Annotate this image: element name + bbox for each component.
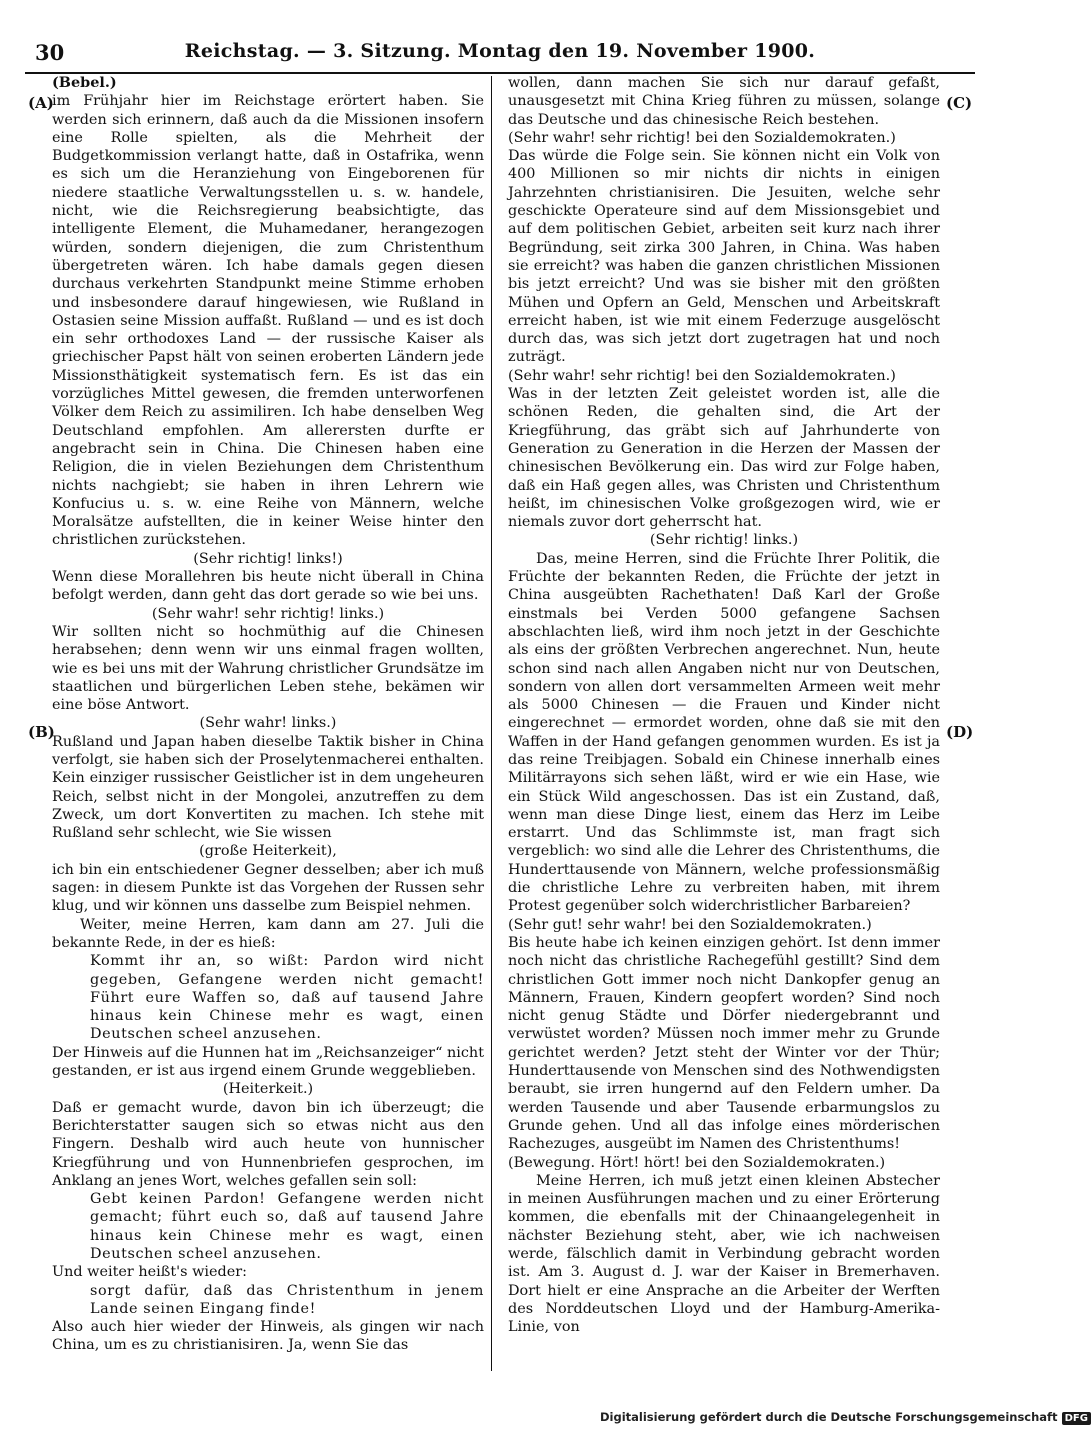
left-column	[52, 74, 484, 1355]
paragraph: Also auch hier wieder der Hinweis, als gingen wir nach China, um es zu christianisiren. Ja, wenn Sie das	[52, 1319, 484, 1354]
quotation: Kommt ihr an, so wißt: Pardon wird nicht gegeben, Gefangene werden nicht gemacht! Führt eure Waffen so, daß auf tausend Jahre hinaus kein Chinese mehr es wagt, einen Deutschen scheel anzusehen.	[90, 953, 484, 1043]
paragraph: im Frühjahr hier im Reichstage erörtert haben. Sie werden sich erinnern, daß auch da die Missionen insofern eine Rolle spielten, als die Mehrheit der Budgetkommission verlangt hatte, daß in Ostafrika, wenn es sich um die Heranziehung von Eingeborenen für niedere staatliche Verwaltungsstellen u. s. w. handele, nicht, wie die Reichsregierung beabsichtigte, das intelligente Element, die Muhamedaner, herangezogen würden, sondern diejenigen, die zum Christenthum übergetreten wären. Ich habe damals gegen diesen durchaus verkehrten Standpunkt meine Stimme erhoben und insbesondere darauf hingewiesen, wie Rußland in Ostasien seine Mission auffaßt. Rußland — und es ist doch ein sehr orthodoxes Land — der russische Kaiser als griechischer Papst hält von seinen eroberten Ländern jede Missionsthätigkeit systematisch fern. Es ist das ein vorzügliches Mittel gewesen, die fremden unterworfenen Völker dem Reich zu assimiliren. Ich habe denselben Weg Deutschland empfohlen. Am allerersten durfte er angebracht sein in China. Die Chinesen haben eine Religion, die in vielen Beziehungen dem Christenthum nichts nachgiebt; sie haben in ihren Lehrern wie Konfucius u. s. w. eine Reihe von Männern, welche Moralsätze aufstellten, die in keiner Weise hinter den christlichen zurückstehen.	[52, 93, 484, 549]
margin-mark-d: (D)	[946, 723, 974, 741]
column-divider	[491, 76, 492, 1371]
page-header	[25, 40, 975, 74]
speaker-name: (Bebel.)	[52, 74, 117, 91]
paragraph: Was in der letzten Zeit geleistet worden ist, alle die schönen Reden, die gehalten sind, die Art der Kriegführung, das gräbt sich auf Jahrhunderte von Generation zu Generation in die Herzen der Massen der chinesischen Bevölkerung ein. Das wird zur Folge haben, daß ein Haß gegen alles, was Christen und Christenthum heißt, im chinesischen Volke großgezogen wird, wie er niemals zuvor dort geherrscht hat.	[508, 386, 940, 531]
page-number: 30	[35, 40, 65, 65]
paragraph: (Bewegung. Hört! hört! bei den Sozialdemokraten.)	[508, 1154, 886, 1171]
paragraph: (Sehr wahr! sehr richtig! bei den Sozialdemokraten.)	[508, 367, 896, 384]
interjection: (Heiterkeit.)	[222, 1081, 314, 1098]
interjection: (große Heiterkeit),	[199, 843, 337, 860]
paragraph: Das, meine Herren, sind die Früchte Ihrer Politik, die Früchte der bekannten Reden, die Früchte der jetzt in China ausgeübten Rachethaten! Daß Karl der Große einstmals bei Verden 5000 gefangene Sachsen abschlachten ließ, wird ihm noch jetzt in der Geschichte als eins der größten Verbrechen angerechnet. Nun, heute schon sind nach allen Angaben nicht nur von Deutschen, sondern von allen dort versammelten Armeen weit mehr als 5000 Chinesen — die Frauen und Kinder nicht eingerechnet — ermordet worden, ohne daß sie mit den Waffen in der Hand gefangen genommen wurden. Es ist ja das reine Treibjagen. Sobald ein Chinese innerhalb eines Militärrayons sich sehen läßt, wird er wie ein Hase, wie ein Stück Wild angeschossen. Das ist ein Zustand, daß, wenn man diese Dinge liest, einem das Herz im Leibe erstarrt. Und das Schlimmste ist, man fragt sich vergeblich: wo sind alle die Lehrer des Christenthums, die Hunderttausende von Männern, welche professionsmäßig die christliche Lehre zu verbreiten haben, mit ihrem Protest gegenüber solch widerchristlicher Barbareien?	[508, 550, 940, 915]
paragraph: Rußland und Japan haben dieselbe Taktik bisher in China verfolgt, sie haben sich der Proselytenmacherei enthalten. Kein einziger russischer Geistlicher ist in dem ungeheuren Reich, selbst nicht in der Mongolei, anzutreffen zu dem Zweck, um dort Konvertiten zu machen. Ich stehe mit Rußland sehr schlecht, wie Sie wissen	[52, 733, 484, 842]
paragraph: (Sehr wahr! sehr richtig! bei den Sozialdemokraten.)	[508, 129, 896, 146]
interjection: (Sehr wahr! sehr richtig! links.)	[151, 605, 385, 622]
footer-text: Digitalisierung gefördert durch die Deutsche Forschungsgemeinschaft	[600, 1410, 1058, 1424]
paragraph: Daß er gemacht wurde, davon bin ich überzeugt; die Berichterstatter saugen sich so etwas nicht aus den Fingern. Deshalb wird auch heute von hunnischer Kriegführung und von Hunnenbriefen gesprochen, im Anklang an jenes Wort, welches gefallen sein soll:	[52, 1099, 484, 1189]
paragraph: Wenn diese Morallehren bis heute nicht überall in China befolgt werden, dann geht das dort gerade so wie bei uns.	[52, 569, 484, 604]
interjection: (Sehr richtig! links.)	[649, 532, 799, 549]
paragraph: Und weiter heißt's wieder:	[52, 1264, 247, 1281]
footer-credit	[600, 1410, 1088, 1428]
paragraph: Der Hinweis auf die Hunnen hat im „Reichsanzeiger“ nicht gestanden, er ist aus irgend einem Grunde weggeblieben.	[52, 1044, 484, 1080]
paragraph: Wir sollten nicht so hochmüthig auf die Chinesen herabsehen; denn wenn wir uns einmal fragen wollten, wie es bei uns mit der Wahrung christlicher Grundsätze im staatlichen und bürgerlichen Leben stehe, bekämen wir eine böse Antwort.	[52, 623, 484, 714]
margin-mark-b: (B)	[28, 723, 55, 741]
paragraph: wollen, dann machen Sie sich nur darauf gefaßt, unausgesetzt mit China Krieg führen zu müssen, solange das Deutsche und das chinesische Reich bestehen.	[508, 75, 940, 128]
paragraph: Bis heute habe ich keinen einzigen gehört. Ist denn immer noch nicht das christliche Rachegefühl gestillt? Sind dem christlichen Gott immer noch nicht Dankopfer genug an Männern, Frauen, Kindern geopfert worden? Sind noch nicht genug Städte und Dörfer niedergebrannt und verwüstet worden? Müssen noch immer mehr zu Grunde gerichtet werden? Jetzt steht der Winter vor der Thür; Hunderttausende von Menschen sind des Nothwendigsten beraubt, sie irren hungernd auf den Feldern umher. Da werden Tausende und aber Tausende erbarmungslos zu Grunde gehen. Und all das infolge eines mörderischen Rachezuges, ausgeübt im Namen des Christenthums!	[508, 934, 940, 1153]
paragraph: Meine Herren, ich muß jetzt einen kleinen Abstecher in meinen Ausführungen machen und zu einer Erörterung kommen, die ebenfalls mit der Chinaangelegenheit in nächster Beziehung steht, aber, wie ich nachweisen werde, fälschlich damit in Verbindung gebracht worden ist. Am 3. August d. J. war der Kaiser in Bremerhaven. Dort hielt er eine Ansprache an die Arbeiter der Werften des Norddeutschen Lloyd und der Hamburg-Amerika-Linie, von	[508, 1172, 940, 1336]
dfg-logo: DFG	[1062, 1412, 1091, 1425]
paragraph: Weiter, meine Herren, kam dann am 27. Juli die bekannte Rede, in der es hieß:	[52, 916, 484, 951]
paragraph: ich bin ein entschiedener Gegner desselben; aber ich muß sagen: in diesem Punkte ist das Vorgehen der Russen sehr klug, und wir können uns dasselbe zum Beispiel nehmen.	[52, 861, 484, 915]
paragraph: Das würde die Folge sein. Sie können nicht ein Volk von 400 Millionen so mir nichts dir nichts in einigen Jahrzehnten christianisiren. Die Jesuiten, welche sehr geschickte Operateure sind auf dem Missionsgebiet und auf dem politischen Gebiet, arbeiten seit kurz nach ihrer Begründung, seit zirka 300 Jahren, in China. Was haben sie erreicht? was haben die ganzen christlichen Missionen bis jetzt erreicht? Und was sie bisher mit den größten Mühen und Opfern an Geld, Menschen und Arbeitskraft erreicht haben, ist wie mit einem Federzuge ausgelöscht durch das, was sich jetzt dort zugetragen hat und noch zuträgt.	[508, 148, 940, 366]
margin-mark-c: (C)	[946, 94, 973, 112]
quotation: sorgt dafür, daß das Christenthum in jenem Lande seinen Eingang finde!	[90, 1282, 484, 1317]
running-title: Reichstag. — 3. Sitzung. Montag den 19. November 1900.	[184, 40, 816, 62]
right-column	[508, 74, 940, 1336]
paragraph: (Sehr gut! sehr wahr! bei den Sozialdemokraten.)	[508, 916, 872, 933]
quotation: Gebt keinen Pardon! Gefangene werden nicht gemacht; führt euch so, daß auf tausend Jahre hinaus kein Chinese mehr es wagt, einen Deutschen scheel anzusehen.	[90, 1191, 484, 1262]
margin-mark-a: (A)	[28, 94, 54, 112]
interjection: (Sehr wahr! links.)	[199, 715, 337, 732]
interjection: (Sehr richtig! links!)	[193, 550, 343, 567]
